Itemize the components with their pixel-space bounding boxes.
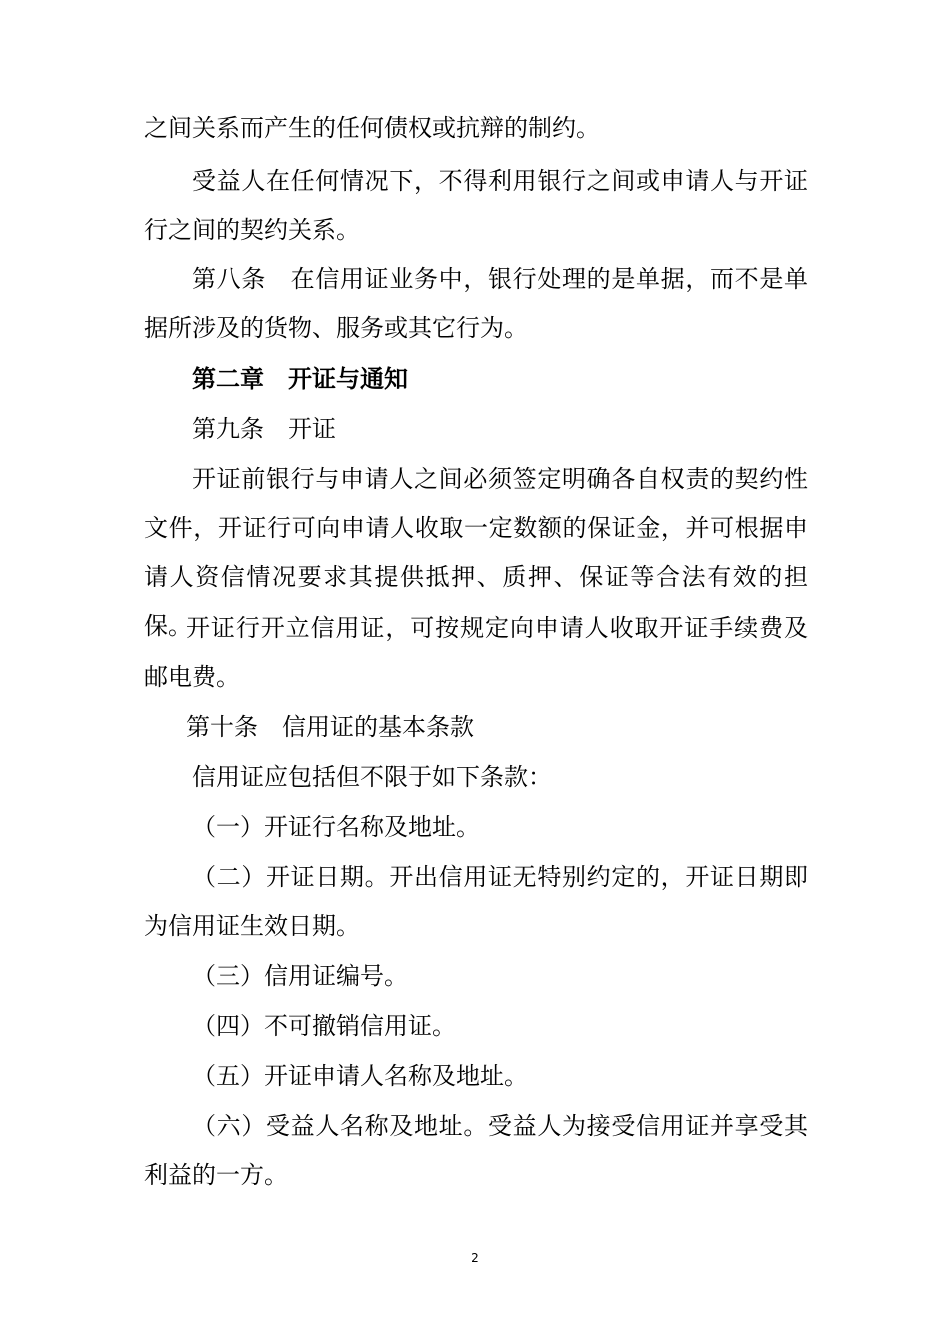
- paragraph-continuation: 之间关系而产生的任何债权或抗辩的制约。: [144, 114, 600, 142]
- article-9-heading: 第九条 开证: [192, 415, 336, 443]
- article-9-body: 开证前银行与申请人之间必须签定明确各自权责的契约性文件，开证行可向申请人收取一定数额的保证金，并可根据申请人资信情况要求其提供抵押、质押、保证等合法有效的担保。: [144, 465, 808, 640]
- list-item-5: （五）开证申请人名称及地址。: [192, 1062, 528, 1090]
- list-item-3: （三）信用证编号。: [192, 962, 408, 990]
- article-9-fees: 开证行开立信用证，可按规定向申请人收取开证手续费及邮电费。: [144, 614, 808, 691]
- list-item-6: （六）受益人名称及地址。受益人为接受信用证并享受其利益的一方。: [144, 1112, 808, 1189]
- page-number: 2: [471, 1251, 479, 1265]
- list-item-1: （一）开证行名称及地址。: [192, 813, 480, 841]
- list-item-2: （二）开证日期。开出信用证无特别约定的，开证日期即为信用证生效日期。: [144, 863, 808, 940]
- paragraph-beneficiary-restriction: 受益人在任何情况下，不得利用银行之间或申请人与开证行之间的契约关系。: [144, 167, 808, 244]
- article-10-intro: 信用证应包括但不限于如下条款：: [192, 763, 552, 791]
- chapter-2-heading: 第二章 开证与通知: [192, 365, 408, 393]
- list-item-4: （四）不可撤销信用证。: [192, 1012, 456, 1040]
- article-10-heading: 第十条 信用证的基本条款: [186, 713, 474, 741]
- article-8: 第八条 在信用证业务中，银行处理的是单据，而不是单据所涉及的货物、服务或其它行为。: [144, 265, 808, 342]
